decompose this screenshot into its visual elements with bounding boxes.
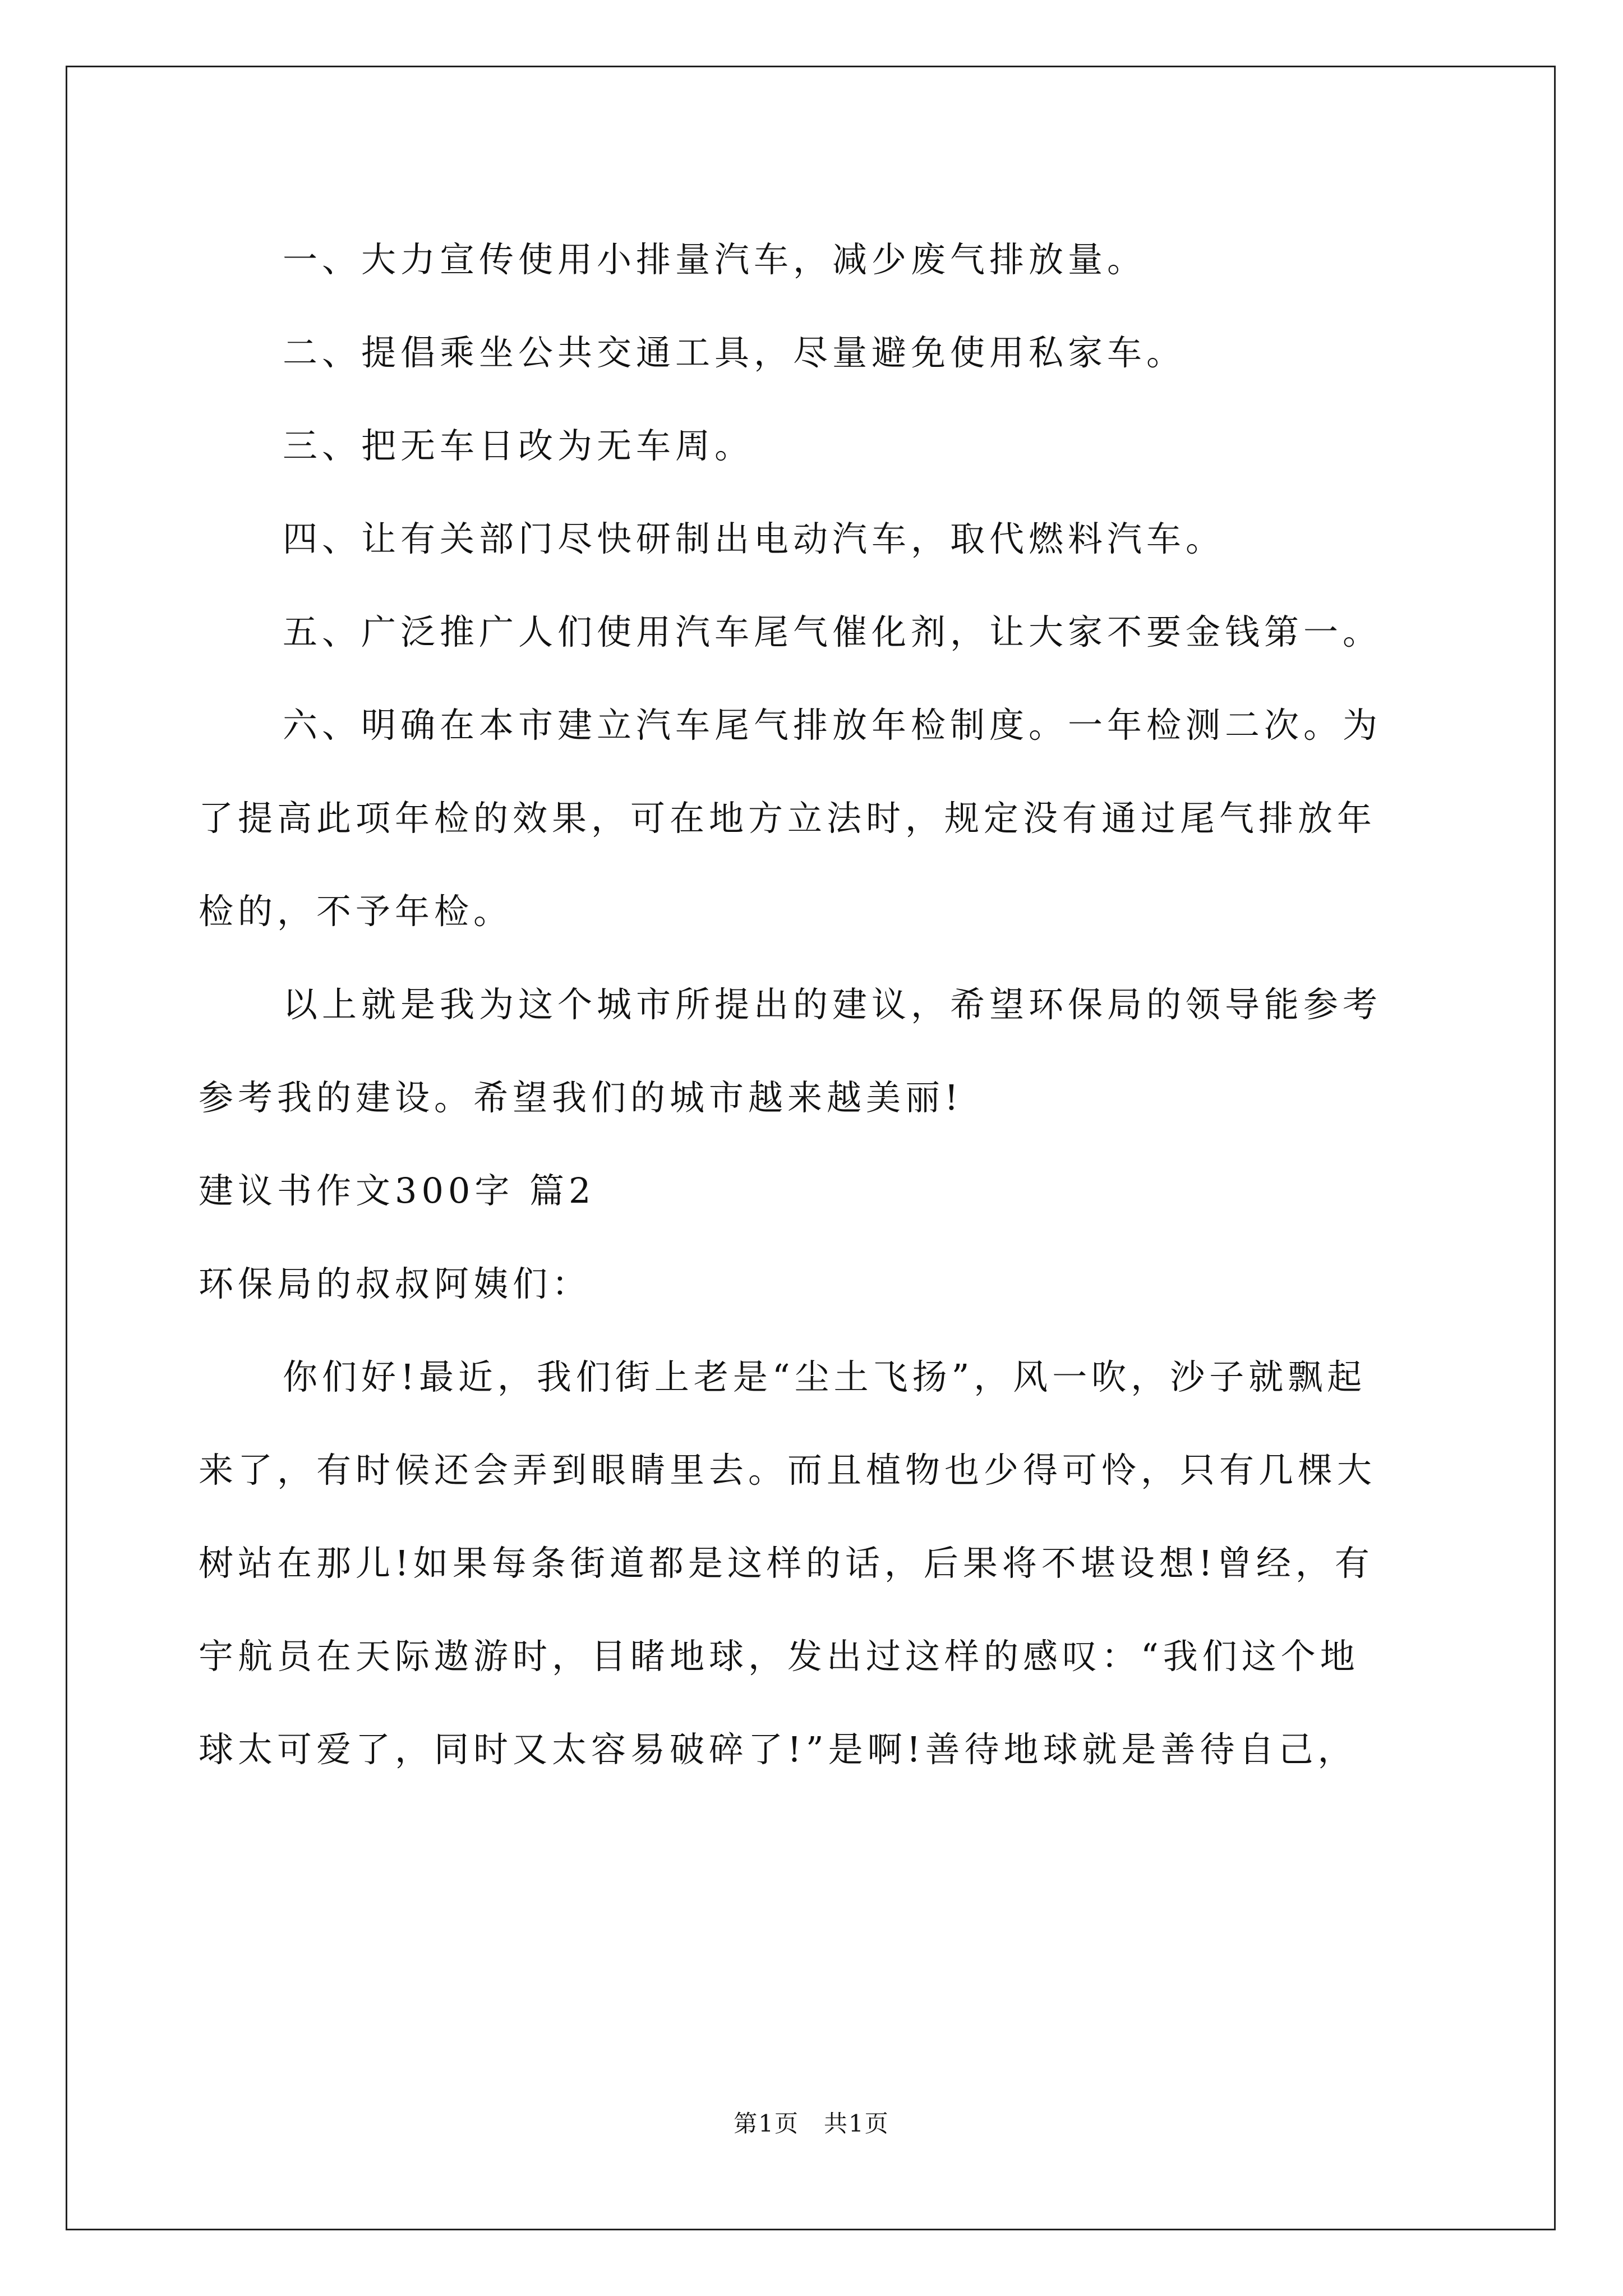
text-line: 二、提倡乘坐公共交通工具，尽量避免使用私家车。 (283, 332, 1186, 373)
section-heading: 建议书作文300字 篇2 (199, 1170, 596, 1211)
text-line: 五、广泛推广人们使用汽车尾气催化剂，让大家不要金钱第一。 (283, 611, 1382, 652)
text-line: 六、明确在本市建立汽车尾气排放年检制度。一年检测二次。为 (283, 705, 1382, 746)
text-line: 你们好!最近，我们街上老是“尘土飞扬”，风一吹，沙子就飘起 (283, 1356, 1367, 1397)
text-line: 参考我的建设。希望我们的城市越来越美丽! (199, 1077, 963, 1118)
page-footer: 第1页 共1页 (734, 2110, 889, 2137)
text-line: 宇航员在天际遨游时，目睹地球，发出过这样的感叹：“我们这个地 (199, 1636, 1359, 1677)
document-body (199, 213, 1432, 1796)
text-line: 检的，不予年检。 (199, 891, 513, 932)
text-line: 了提高此项年检的效果，可在地方立法时，规定没有通过尾气排放年 (199, 798, 1377, 839)
text-line: 四、让有关部门尽快研制出电动汽车，取代燃料汽车。 (283, 518, 1225, 559)
text-line: 球太可爱了，同时又太容易破碎了!”是啊!善待地球就是善待自己， (199, 1729, 1357, 1770)
text-line: 树站在那儿!如果每条街道都是这样的话，后果将不堪设想!曾经，有 (199, 1543, 1374, 1584)
text-line: 来了，有时候还会弄到眼睛里去。而且植物也少得可怜，只有几棵大 (199, 1450, 1377, 1490)
salutation: 环保局的叔叔阿姨们： (199, 1263, 592, 1304)
text-line: 三、把无车日改为无车周。 (283, 425, 754, 466)
text-line: 以上就是我为这个城市所提出的建议，希望环保局的领导能参考 (283, 984, 1382, 1025)
text-line: 一、大力宣传使用小排量汽车，减少废气排放量。 (283, 239, 1147, 280)
